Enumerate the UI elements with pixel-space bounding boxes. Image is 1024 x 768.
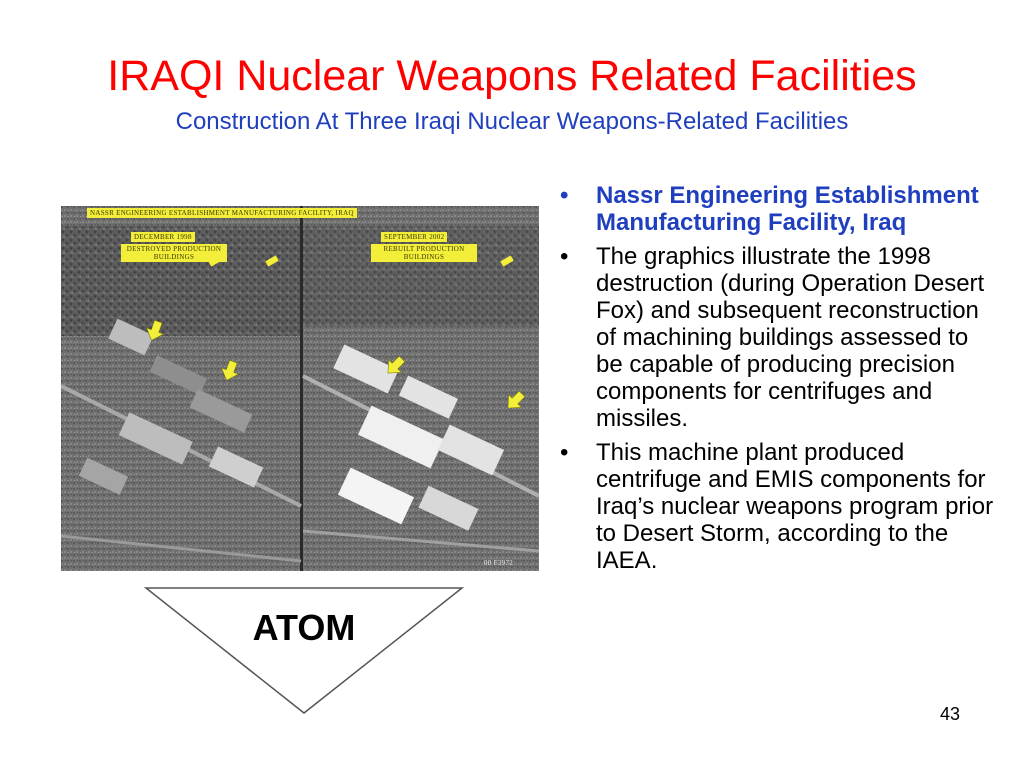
image-corner-code: 00 F3972 [484,559,514,567]
slide-subtitle: Construction At Three Iraqi Nuclear Weapons-Related Facilities [175,108,849,135]
page-number: 43 [939,704,961,724]
bullet-text: The graphics illustrate the 1998 destruction (during Operation Desert Fox) and subsequent reconstruction of machining buildings assessed to be capable of producing precision components for centrifuges and missiles. [596,243,985,432]
image-banner: NASSR ENGINEERING ESTABLISHMENT MANUFACTURING FACILITY, IRAQ [87,208,357,218]
bullet-list [556,182,996,581]
bullet-text: This machine plant produced centrifuge and EMIS components for Iraq’s nuclear weapons program prior to Desert Storm, according to the IAEA. [596,439,994,574]
satellite-image [61,206,539,571]
right-date-label: SEPTEMBER 2002 [381,232,447,242]
bullet-item [556,182,996,236]
atom-label: ATOM [252,607,356,648]
bullet-dot-icon: • [560,182,569,209]
atom-triangle [144,586,464,716]
triangle-shape [144,586,464,716]
slide-title: IRAQI Nuclear Weapons Related Facilities [107,52,917,100]
bullet-item [556,439,996,574]
bullet-dot-icon: • [560,439,569,466]
bullet-dot-icon: • [560,243,569,270]
right-caption-label: REBUILT PRODUCTION BUILDINGS [371,244,477,262]
left-caption-label: DESTROYED PRODUCTION BUILDINGS [121,244,227,262]
left-date-label: DECEMBER 1998 [131,232,195,242]
bullet-text: Nassr Engineering Establishment Manufacturing Facility, Iraq [596,182,979,236]
bullet-item [556,243,996,432]
